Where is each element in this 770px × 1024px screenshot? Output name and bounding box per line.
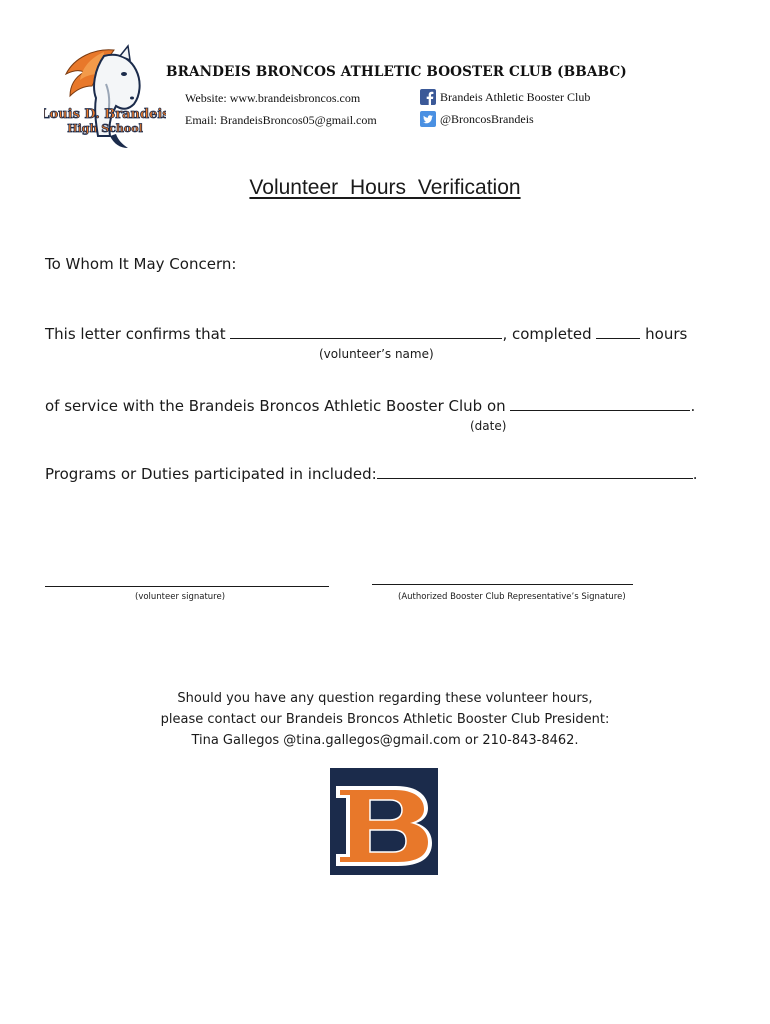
programs-line (45, 463, 698, 483)
representative-signature-caption: (Authorized Booster Club Representative’s Signature) (398, 592, 626, 602)
page-title: Volunteer Hours Verification (249, 176, 521, 199)
line3-prefix: Programs or Duties participated in included: (45, 465, 377, 483)
facebook-icon (420, 89, 436, 105)
logo-text-line1: Louis D. Brandeis (44, 107, 166, 122)
volunteer-name-caption: (volunteer’s name) (319, 347, 434, 361)
date-caption: (date) (470, 419, 507, 433)
programs-field[interactable] (377, 463, 693, 479)
confirmation-line (45, 323, 687, 343)
representative-signature-line[interactable] (372, 584, 633, 585)
footer-line2: please contact our Brandeis Broncos Athletic Booster Club President: (160, 712, 610, 727)
hours-field[interactable] (596, 323, 640, 339)
logo-text-line2: High School (67, 122, 143, 135)
brandeis-b-logo-icon (330, 768, 438, 875)
line1-middle: , completed (502, 325, 592, 343)
line1-prefix: This letter confirms that (45, 325, 226, 343)
brandeis-b-logo (330, 768, 438, 875)
facebook-link[interactable] (420, 89, 590, 105)
line2-prefix: of service with the Brandeis Broncos Athletic Booster Club on (45, 397, 506, 415)
website-text[interactable]: Website: www.brandeisbroncos.com (185, 91, 361, 105)
line2-suffix: . (690, 397, 696, 415)
facebook-text: Brandeis Athletic Booster Club (440, 89, 591, 104)
line3-suffix: . (692, 465, 698, 483)
twitter-icon (420, 111, 436, 127)
volunteer-name-field[interactable] (230, 323, 502, 339)
footer-line3[interactable]: Tina Gallegos @tina.gallegos@gmail.com or 210-843-8462. (191, 733, 579, 748)
footer-line1: Should you have any question regarding these volunteer hours, (177, 691, 593, 706)
volunteer-signature-line[interactable] (45, 586, 329, 587)
twitter-link[interactable] (420, 111, 534, 127)
twitter-text: @BroncosBrandeis (440, 111, 534, 126)
line1-suffix: hours (645, 325, 688, 343)
date-field[interactable] (510, 395, 690, 411)
horse-logo-icon (44, 44, 166, 152)
volunteer-signature-caption: (volunteer signature) (135, 592, 226, 602)
school-logo (44, 44, 166, 152)
salutation: To Whom It May Concern: (45, 255, 237, 273)
service-line (45, 395, 695, 415)
org-name: BRANDEIS BRONCOS ATHLETIC BOOSTER CLUB (BBABC) (166, 64, 627, 80)
email-text[interactable]: Email: BrandeisBroncos05@gmail.com (185, 113, 377, 127)
